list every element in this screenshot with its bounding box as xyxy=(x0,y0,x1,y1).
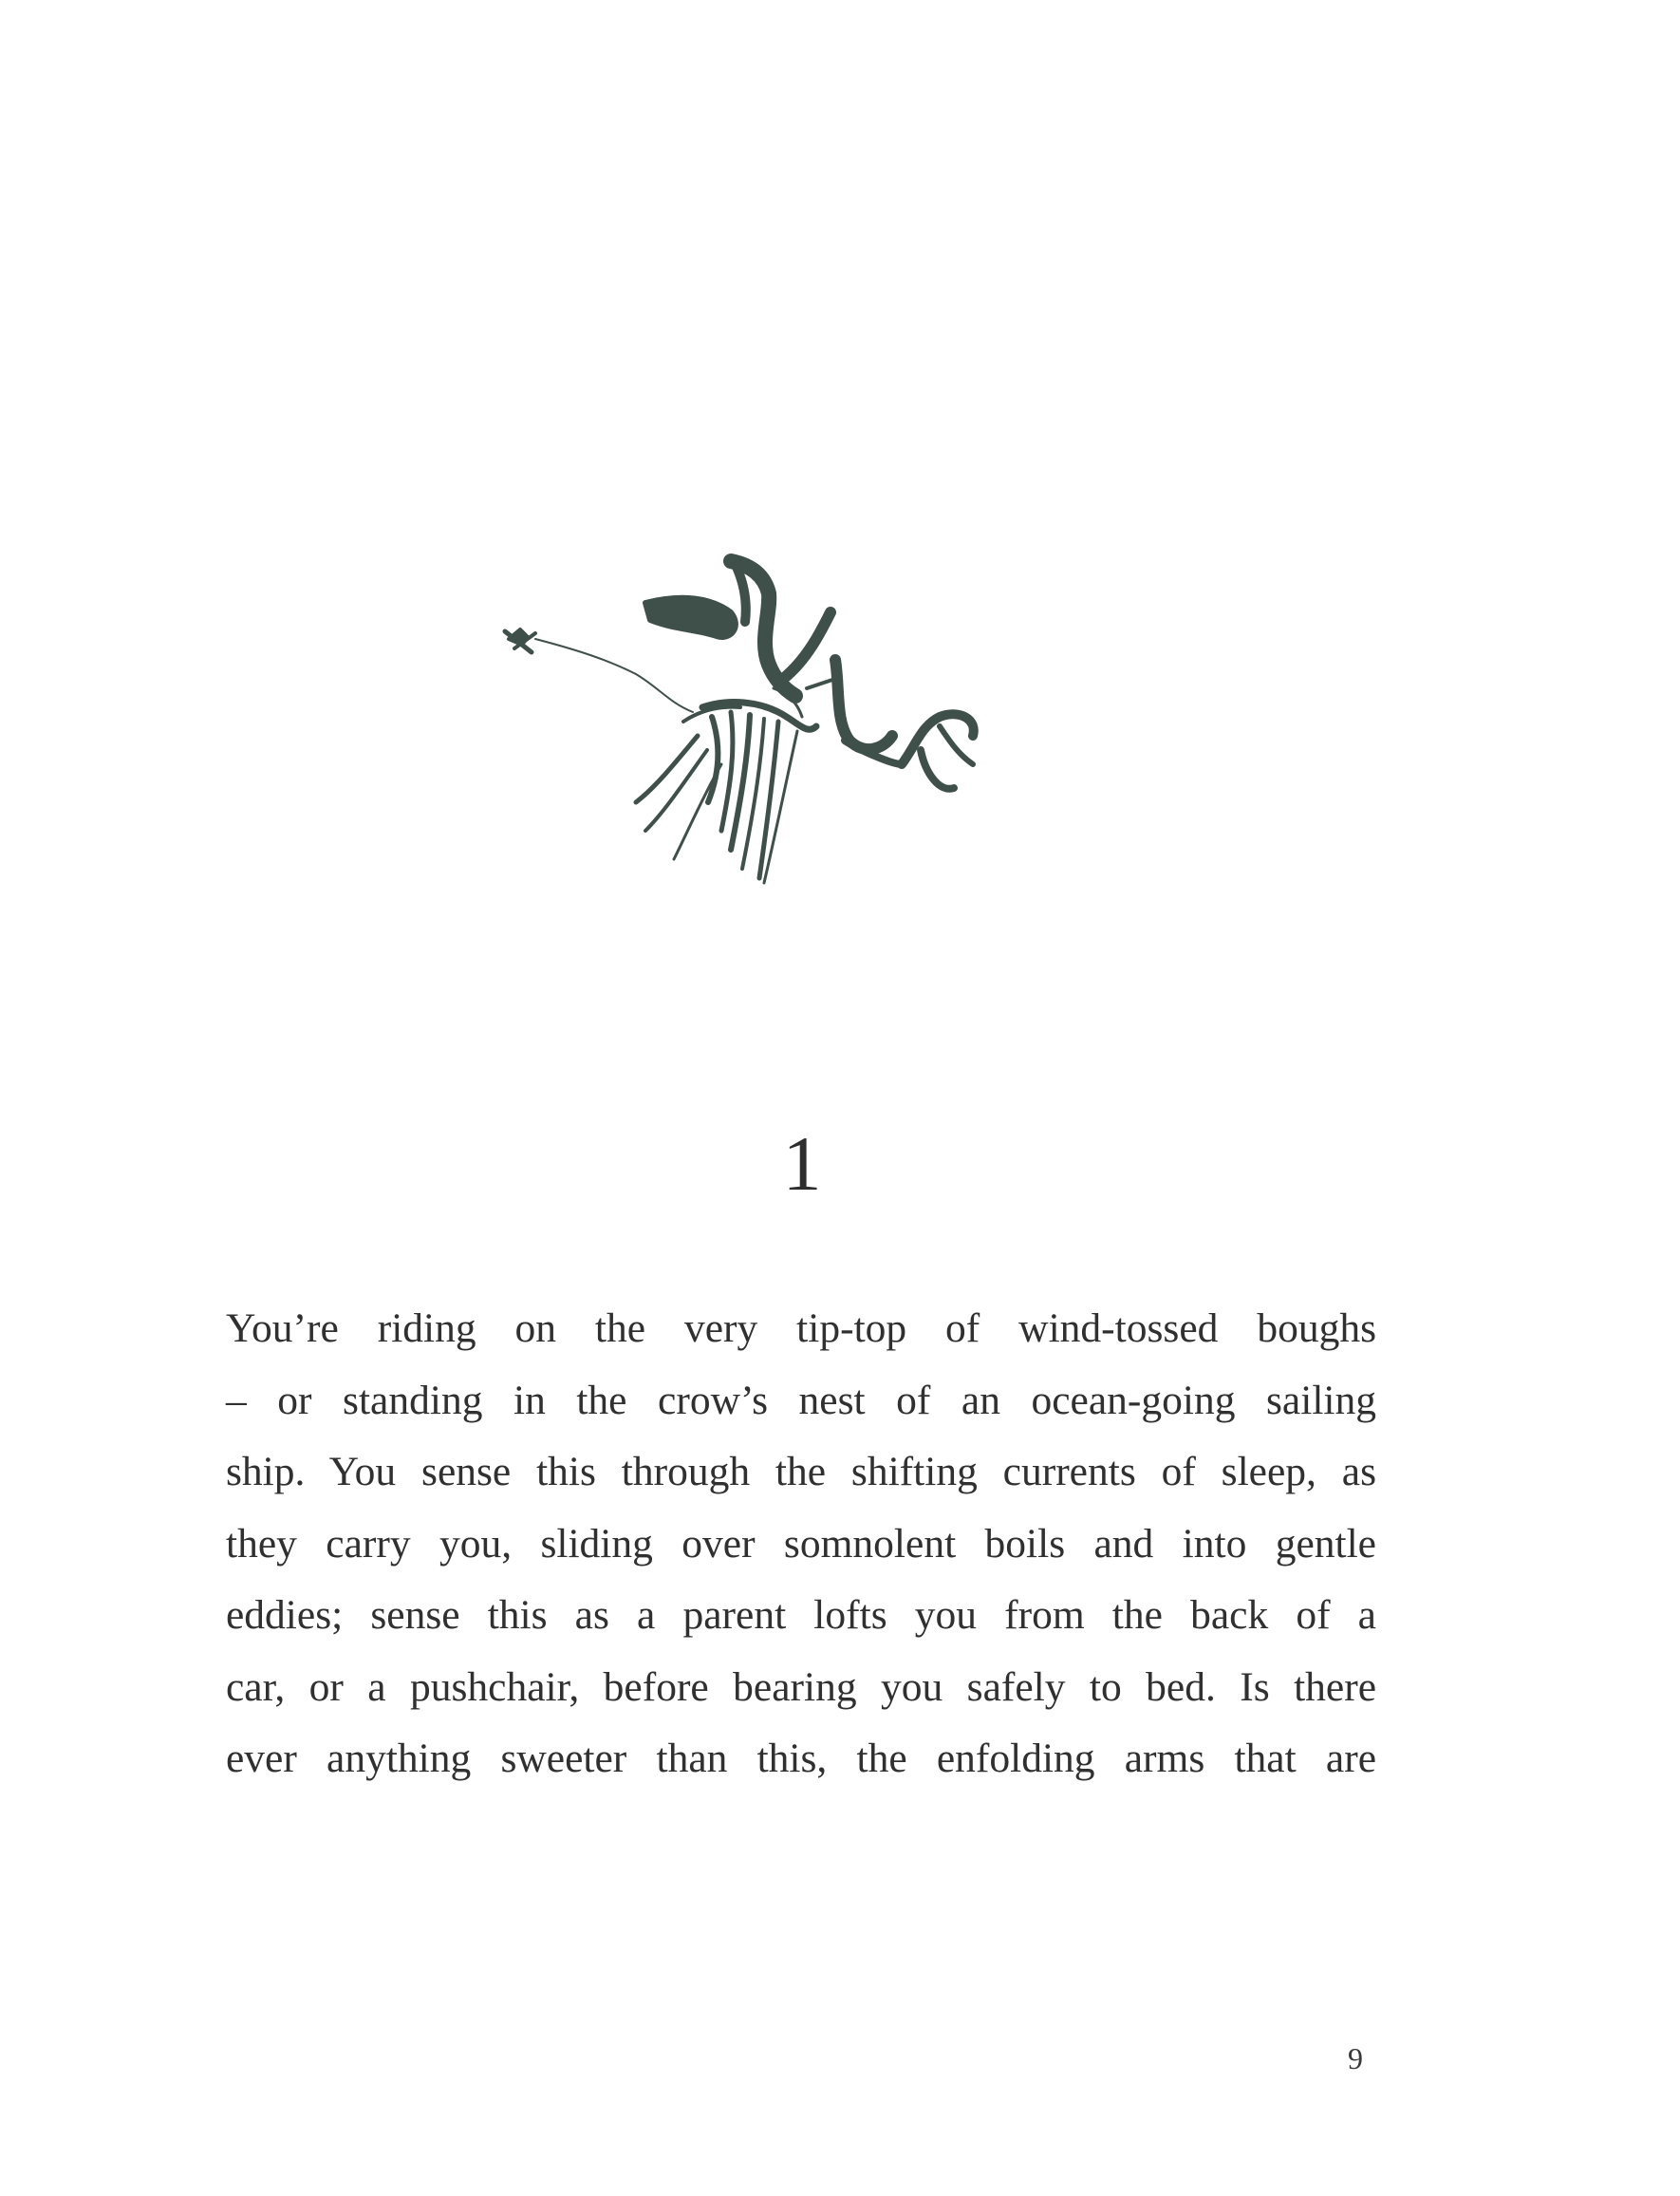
body-line: – or standing in the crow’s nest of an ocean-going sailing xyxy=(226,1377,1376,1423)
body-line: ever anything sweeter than this, the enfolding arms that are xyxy=(226,1736,1376,1781)
chapter-number: 1 xyxy=(782,1120,822,1207)
body-line: ship. You sense this through the shifting currents of sleep, as xyxy=(226,1449,1376,1494)
body-line: car, or a pushchair, before bearing you safely to bed. Is there xyxy=(226,1663,1376,1710)
body-line: You’re riding on the very tip-top of wind-tossed boughs xyxy=(226,1305,1376,1351)
body-line: eddies; sense this as a parent lofts you from the back of a xyxy=(226,1592,1376,1638)
body-paragraph xyxy=(226,1293,1376,1795)
page-number: 9 xyxy=(1348,2041,1363,2075)
body-line: they carry you, sliding over somnolent boils and into gentle xyxy=(226,1520,1376,1567)
ink-sketch-illustration xyxy=(494,546,1139,935)
